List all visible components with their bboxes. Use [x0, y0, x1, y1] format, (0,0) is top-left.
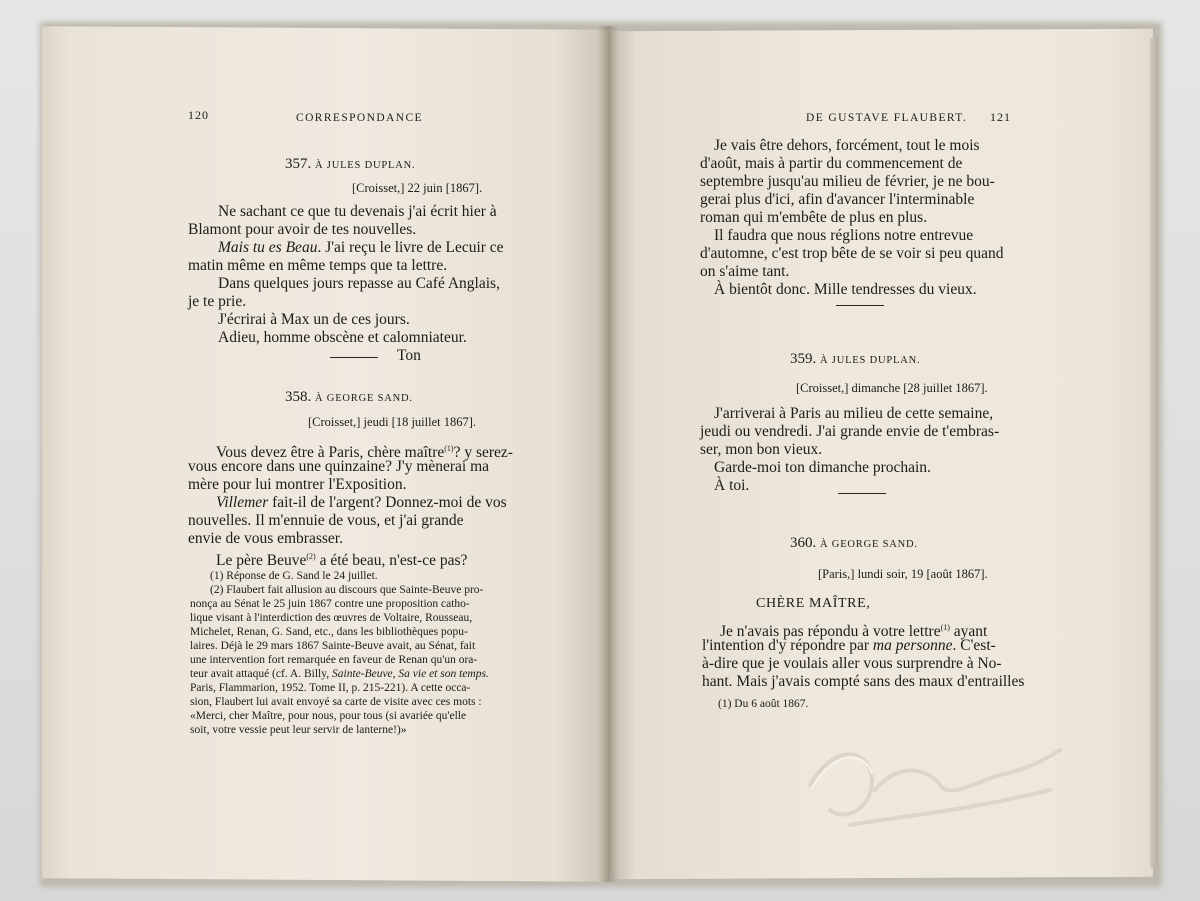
footnote-line: lique visant à l'interdiction des œuvres de Voltaire, Rousseau, — [190, 612, 473, 624]
letter-360-salutation: CHÈRE MAÎTRE, — [756, 596, 871, 611]
letter-357-line: Adieu, homme obscène et calomniateur. — [218, 329, 467, 346]
letter-360-recipient: À GEORGE SAND. — [820, 539, 918, 550]
letter-359-line: ser, mon bon vieux. — [700, 441, 823, 458]
continuation-line: septembre jusqu'au milieu de février, je ne bou- — [700, 173, 995, 190]
letter-360-heading — [790, 535, 918, 552]
letter-357-recipient: À JULES DUPLAN. — [315, 160, 416, 171]
letter-357-line: Ne sachant ce que tu devenais j'ai écrit hier à — [218, 203, 497, 220]
letter-360-line: l'intention d'y répondre par ma personne. C'est- — [702, 637, 996, 654]
continuation-line: d'août, mais à partir du commencement de — [700, 155, 963, 172]
letter-357-line: Blamont pour avoir de tes nouvelles. — [188, 221, 417, 238]
letter-358-line: envie de vous embrasser. — [188, 530, 343, 547]
footnote-line: (1) Réponse de G. Sand le 24 juillet. — [210, 570, 378, 582]
letter-360-line: hant. Mais j'avais compté sans des maux d'entrailles — [702, 673, 1025, 690]
continuation-line: on s'aime tant. — [700, 263, 790, 280]
section-rule — [330, 357, 378, 358]
letter-358-line: mère pour lui montrer l'Exposition. — [188, 476, 407, 493]
page-edges — [1150, 38, 1158, 868]
letter-359-line: À toi. — [714, 477, 750, 494]
footnote-line: Michelet, Renan, G. Sand, etc., dans les bibliothèques popu- — [190, 626, 468, 638]
footnote-line: sion, Flaubert lui avait envoyé sa carte de visite avec ces mots : — [190, 696, 482, 708]
section-rule — [838, 493, 886, 494]
right-page-number: 121 — [990, 110, 1011, 124]
continuation-line: roman qui m'embête de plus en plus. — [700, 209, 928, 226]
embossed-stamp-mark — [790, 730, 1080, 840]
letter-360-line: Je n'avais pas répondu à votre lettre$^{(1)}$ ayant — [720, 623, 988, 641]
footnote-line: (1) Du 6 août 1867. — [718, 698, 809, 710]
letter-358-line: vous encore dans une quinzaine? J'y mènerai ma — [188, 458, 490, 475]
continuation-line: gerai plus d'ici, afin d'avancer l'interminable — [700, 191, 975, 208]
letter-359-line: jeudi ou vendredi. J'ai grande envie de t'embras- — [700, 423, 1000, 440]
letter-359-date: [Croisset,] dimanche [28 juillet 1867]. — [796, 381, 988, 395]
letter-358-line: nouvelles. Il m'ennuie de vous, et j'ai grande — [188, 512, 464, 529]
letter-360-number: 360. — [790, 535, 817, 551]
continuation-line: Je vais être dehors, forcément, tout le mois — [714, 137, 980, 154]
book-gutter — [598, 26, 618, 882]
footnote-line: nonça au Sénat le 25 juin 1867 contre une proposition catho- — [190, 598, 470, 610]
continuation-line: d'automne, c'est trop bête de se voir si peu quand — [700, 245, 1004, 262]
footnote-line: «Merci, cher Maître, pour nous, pour tous (si avariée qu'elle — [190, 710, 467, 722]
letter-359-heading — [790, 351, 920, 368]
footnote-line: teur avait attaqué (cf. A. Billy, Sainte-Beuve, Sa vie et son temps. — [190, 668, 489, 680]
section-rule — [836, 305, 884, 306]
letter-358-line: Villemer fait-il de l'argent? Donnez-moi de vos — [216, 494, 507, 511]
letter-357-heading — [285, 156, 415, 173]
letter-359-number: 359. — [790, 351, 817, 367]
footnote-line: soit, votre vessie peut leur servir de lanterne!)» — [190, 724, 407, 736]
letter-358-recipient: À GEORGE SAND. — [315, 393, 413, 404]
letter-358-heading — [285, 389, 413, 406]
letter-359-recipient: À JULES DUPLAN. — [820, 355, 921, 366]
letter-360-line: à-dire que je voulais aller vous surprendre à No- — [702, 655, 1002, 672]
letter-358-line: Vous devez être à Paris, chère maître$^{(1)}$? y serez- — [216, 444, 513, 462]
right-running-head: DE GUSTAVE FLAUBERT. — [806, 112, 968, 124]
letter-358-line: Le père Beuve$^{(2)}$ a été beau, n'est-ce pas? — [216, 552, 468, 570]
letter-359-line: Garde-moi ton dimanche prochain. — [714, 459, 931, 476]
letter-357-line: Mais tu es Beau. J'ai reçu le livre de Lecuir ce — [218, 239, 504, 256]
continuation-line: Il faudra que nous réglions notre entrevue — [714, 227, 974, 244]
letter-359-line: J'arriverai à Paris au milieu de cette semaine, — [714, 405, 994, 422]
letter-357-date: [Croisset,] 22 juin [1867]. — [352, 181, 483, 195]
letter-357-signature: Ton — [397, 347, 421, 364]
continuation-line: À bientôt donc. Mille tendresses du vieux. — [714, 281, 977, 298]
left-page-number: 120 — [188, 108, 209, 122]
left-running-head: CORRESPONDANCE — [296, 112, 423, 124]
footnote-line: une intervention fort remarquée en faveur de Renan qu'un ora- — [190, 654, 478, 666]
letter-357-line: je te prie. — [188, 293, 247, 310]
letter-357-line: matin même en même temps que ta lettre. — [188, 257, 448, 274]
letter-357-number: 357. — [285, 156, 312, 172]
footnote-line: laires. Déjà le 29 mars 1867 Sainte-Beuve avait, au Sénat, fait — [190, 640, 476, 652]
letter-357-line: Dans quelques jours repasse au Café Anglais, — [218, 275, 500, 292]
letter-358-number: 358. — [285, 389, 312, 405]
letter-358-date: [Croisset,] jeudi [18 juillet 1867]. — [308, 415, 477, 429]
footnote-line: (2) Flaubert fait allusion au discours que Sainte-Beuve pro- — [210, 584, 484, 596]
letter-360-date: [Paris,] lundi soir, 19 [août 1867]. — [818, 567, 988, 581]
letter-357-line: J'écrirai à Max un de ces jours. — [218, 311, 410, 328]
footnote-line: Paris, Flammarion, 1952. Tome II, p. 215-221). A cette occa- — [190, 682, 471, 694]
